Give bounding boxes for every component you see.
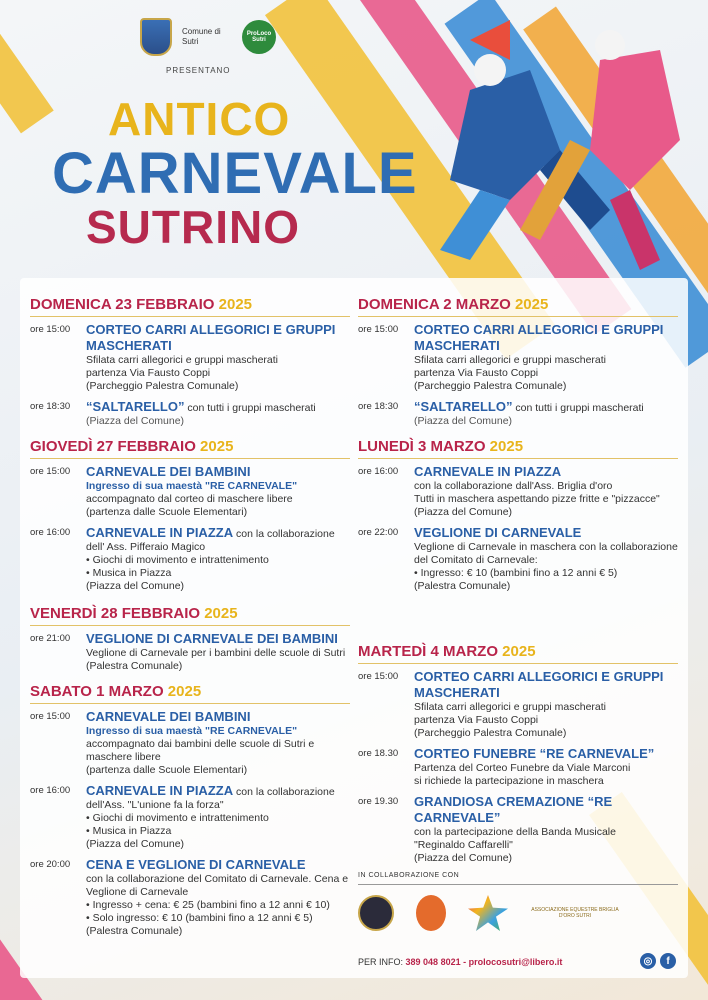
event-title-line (86, 709, 350, 725)
event-line: Sfilata carri allegorici e gruppi mascherati (414, 701, 606, 713)
title-carnevale: CARNEVALE (52, 141, 418, 206)
day-heading (30, 605, 350, 626)
dancer-left-body (450, 70, 560, 200)
event-body (414, 464, 678, 519)
event-title-line (86, 322, 350, 354)
event-line: con la collaborazione del Comitato di Carnevale. Cena e Veglione di Carnevale (86, 873, 349, 898)
right-column (358, 296, 678, 871)
event-line: • Ingresso + cena: € 25 (bambini fino a 12 anni € 10) (86, 899, 330, 911)
event-row (30, 399, 350, 428)
left-column (30, 296, 350, 944)
event-time: ore 15:00 (358, 671, 399, 682)
event-title: CENA E VEGLIONE DI CARNEVALE (86, 857, 306, 872)
event-line: (Piazza del Comune) (86, 580, 185, 592)
event-row (358, 669, 678, 740)
day-year: 2025 (489, 438, 524, 455)
event-time: ore 22:00 (358, 527, 399, 538)
day-section (30, 605, 350, 673)
event-body (86, 525, 350, 593)
event-line: (Palestra Comunale) (414, 580, 511, 592)
event-line: • Ingresso: € 10 (bambini fino a 12 anni € 5) (414, 567, 618, 579)
event-line: con la partecipazione della Banda Musicale (414, 826, 616, 838)
event-title-suffix: con la collaborazione dell' Ass. Pifferaio Magico (86, 528, 335, 553)
event-line: si richiede la partecipazione in maschera (414, 775, 604, 787)
event-title-suffix: con tutti i gruppi mascherati (184, 402, 316, 414)
event-row (30, 322, 350, 393)
event-body (86, 464, 350, 519)
event-note: (Piazza del Comune) (414, 415, 513, 427)
event-row (358, 464, 678, 519)
event-body (86, 399, 350, 428)
event-body (86, 857, 350, 938)
event-title-line (414, 322, 678, 354)
event-line: (partenza dalle Scuole Elementari) (86, 764, 248, 776)
event-title-line (86, 857, 350, 873)
event-line: partenza Via Fausto Coppi (414, 367, 539, 379)
event-line: Veglione di Carnevale in maschera con la collaborazione del Comitato di Carnevale: (414, 541, 678, 566)
carnevale-committee-logo-icon (358, 895, 394, 931)
event-title-line (414, 399, 678, 428)
event-line: Sfilata carri allegorici e gruppi mascherati (86, 354, 278, 366)
event-row (358, 322, 678, 393)
day-year: 2025 (204, 605, 238, 622)
event-line: • Musica in Piazza (86, 567, 172, 579)
event-title-suffix: Veglione di Carnevale per i bambini delle scuole di Sutri (86, 647, 346, 659)
event-row (30, 709, 350, 777)
event-line: (Piazza del Comune) (86, 838, 185, 850)
day-section (358, 643, 678, 865)
event-title-line (86, 399, 350, 428)
event-line: • Solo ingresso: € 10 (bambini fino a 12 anni € 5) (86, 912, 313, 924)
phone-number[interactable]: 389 048 8021 (405, 957, 461, 967)
event-body (86, 322, 350, 393)
event-row (30, 525, 350, 593)
event-line: "Reginaldo Caffarelli" (414, 839, 513, 851)
day-heading (30, 438, 350, 459)
event-line: (Piazza del Comune) (414, 852, 513, 864)
dancer-left-leg (440, 190, 510, 260)
day-section (30, 683, 350, 938)
event-title: CARNEVALE DEI BAMBINI (86, 464, 251, 479)
event-row (30, 857, 350, 938)
event-time: ore 16:00 (30, 527, 71, 538)
event-line: (partenza dalle Scuole Elementari) (86, 506, 248, 518)
event-title-line (86, 464, 350, 480)
event-title: CARNEVALE IN PIAZZA (86, 525, 234, 540)
event-row (30, 464, 350, 519)
event-time: ore 18:30 (358, 401, 399, 412)
event-title-line (86, 631, 350, 660)
day-section (30, 296, 350, 428)
event-title: CORTEO CARRI ALLEGORICI E GRUPPI MASCHERATI (414, 669, 664, 700)
event-body (414, 399, 678, 428)
event-title-line (414, 746, 678, 762)
day-name: DOMENICA 23 FEBBRAIO (30, 296, 219, 313)
event-row (358, 794, 678, 865)
event-title-suffix: con tutti i gruppi mascherati (512, 402, 644, 414)
event-time: ore 15:00 (30, 711, 71, 722)
event-note: (Piazza del Comune) (86, 415, 185, 427)
contact-info (358, 957, 562, 967)
event-body (414, 669, 678, 740)
event-title-line (86, 783, 350, 812)
event-title-line (414, 464, 678, 480)
day-heading (30, 683, 350, 704)
event-time: ore 18.30 (358, 748, 399, 759)
event-time: ore 15:00 (30, 324, 71, 335)
day-name: VENERDÌ 28 FEBBRAIO (30, 605, 205, 622)
presentano: PRESENTANO (166, 66, 231, 75)
event-title: “SALTARELLO” (414, 399, 513, 414)
event-body (86, 783, 350, 851)
event-title-line (414, 669, 678, 701)
event-body (414, 794, 678, 865)
unione-forza-logo-icon (468, 895, 508, 931)
event-time: ore 15:00 (358, 324, 399, 335)
social-icons (640, 953, 676, 969)
info-prefix: PER INFO: (358, 957, 404, 967)
event-body (414, 746, 678, 788)
day-section (358, 438, 678, 593)
comune-label: Comune di Sutri (182, 27, 221, 46)
facebook-icon[interactable]: f (660, 953, 676, 969)
event-title-line (414, 794, 678, 826)
day-name: LUNEDÌ 3 MARZO (358, 438, 490, 455)
event-line: • Musica in Piazza (86, 825, 172, 837)
pifferaio-logo-icon (416, 895, 446, 931)
event-title: “SALTARELLO” (86, 399, 185, 414)
event-time: ore 16:00 (30, 785, 71, 796)
day-section (30, 438, 350, 593)
event-title: VEGLIONE DI CARNEVALE (414, 525, 582, 540)
briglia-doro-logo: ASSOCIAZIONE EQUESTRE BRIGLIA D'ORO SUTRI (531, 907, 619, 919)
event-title: CORTEO FUNEBRE “RE CARNEVALE” (414, 746, 655, 761)
day-heading (358, 438, 678, 459)
day-heading (30, 296, 350, 317)
email-address[interactable]: - prolocosutri@libero.it (463, 957, 563, 967)
event-title: CORTEO CARRI ALLEGORICI E GRUPPI MASCHERATI (414, 322, 664, 353)
event-line: • Giochi di movimento e intrattenimento (86, 554, 269, 566)
day-heading (358, 296, 678, 317)
day-name: MARTEDÌ 4 MARZO (358, 643, 503, 660)
collab-divider (358, 884, 678, 885)
event-line: (Palestra Comunale) (86, 660, 183, 672)
logos (140, 18, 276, 56)
event-title-line (86, 525, 350, 554)
dancer-right-head (595, 30, 625, 60)
proloco-logo: ProLoco Sutri (242, 20, 276, 54)
event-line: • Giochi di movimento e intrattenimento (86, 812, 269, 824)
event-title: CORTEO CARRI ALLEGORICI E GRUPPI MASCHERATI (86, 322, 336, 353)
event-line: Sfilata carri allegorici e gruppi mascherati (414, 354, 606, 366)
sutri-crest-icon (140, 18, 172, 56)
instagram-icon[interactable]: ◎ (640, 953, 656, 969)
event-highlight: Ingresso di sua maestà "RE CARNEVALE" (86, 725, 298, 737)
title-sutrino: SUTRINO (86, 201, 300, 253)
event-time: ore 18:30 (30, 401, 71, 412)
event-line: (Parcheggio Palestra Comunale) (414, 380, 567, 392)
event-time: ore 20:00 (30, 859, 71, 870)
event-title: CARNEVALE IN PIAZZA (86, 783, 234, 798)
event-row (358, 399, 678, 428)
event-row (30, 631, 350, 673)
dancer-right-leg (610, 190, 660, 270)
event-body (414, 525, 678, 593)
event-row (358, 746, 678, 788)
title-antico: ANTICO (108, 93, 291, 145)
event-line: partenza Via Fausto Coppi (414, 714, 539, 726)
event-line: accompagnato dal corteo di maschere libere (86, 493, 293, 505)
event-title: CARNEVALE DEI BAMBINI (86, 709, 251, 724)
event-line: partenza Via Fausto Coppi (86, 367, 211, 379)
event-title-line (414, 525, 678, 541)
day-name: GIOVEDÌ 27 FEBBRAIO (30, 438, 201, 455)
day-name: SABATO 1 MARZO (30, 683, 168, 700)
collab-label: IN COLLABORAZIONE CON (358, 872, 460, 879)
event-row (358, 525, 678, 593)
event-line: accompagnato dai bambini delle scuole di Sutri e maschere libere (86, 738, 315, 763)
event-line: Partenza del Corteo Funebre da Viale Marconi (414, 762, 631, 774)
event-highlight: Ingresso di sua maestà "RE CARNEVALE" (86, 480, 298, 492)
dancer-left-head (474, 54, 506, 86)
event-line: (Parcheggio Palestra Comunale) (414, 727, 567, 739)
event-line: (Parcheggio Palestra Comunale) (86, 380, 239, 392)
day-name: DOMENICA 2 MARZO (358, 296, 515, 313)
partner-logos (358, 895, 620, 931)
event-line: con la collaborazione dall'Ass. Briglia d'oro (414, 480, 613, 492)
day-year: 2025 (502, 643, 536, 660)
event-title: CARNEVALE IN PIAZZA (414, 464, 562, 479)
day-year: 2025 (218, 296, 253, 313)
event-title-suffix: con la collaborazione dell'Ass. "L'unione fa la forza" (86, 786, 335, 811)
day-year: 2025 (167, 683, 202, 700)
day-year: 2025 (514, 296, 549, 313)
day-heading (358, 643, 678, 664)
event-time: ore 19.30 (358, 796, 399, 807)
event-time: ore 15:00 (30, 466, 71, 477)
event-title: VEGLIONE DI CARNEVALE DEI BAMBINI (86, 631, 338, 646)
dancer-right-body (590, 50, 680, 190)
event-body (86, 709, 350, 777)
event-body (414, 322, 678, 393)
event-title: GRANDIOSA CREMAZIONE “RE CARNEVALE” (414, 794, 613, 825)
day-section (358, 296, 678, 428)
event-line: (Palestra Comunale) (86, 925, 183, 937)
event-body (86, 631, 350, 673)
event-line: Tutti in maschera aspettando pizze fritte e "pizzacce" (Piazza del Comune) (414, 493, 660, 518)
day-year: 2025 (200, 438, 234, 455)
event-time: ore 16:00 (358, 466, 399, 477)
event-time: ore 21:00 (30, 633, 71, 644)
event-row (30, 783, 350, 851)
